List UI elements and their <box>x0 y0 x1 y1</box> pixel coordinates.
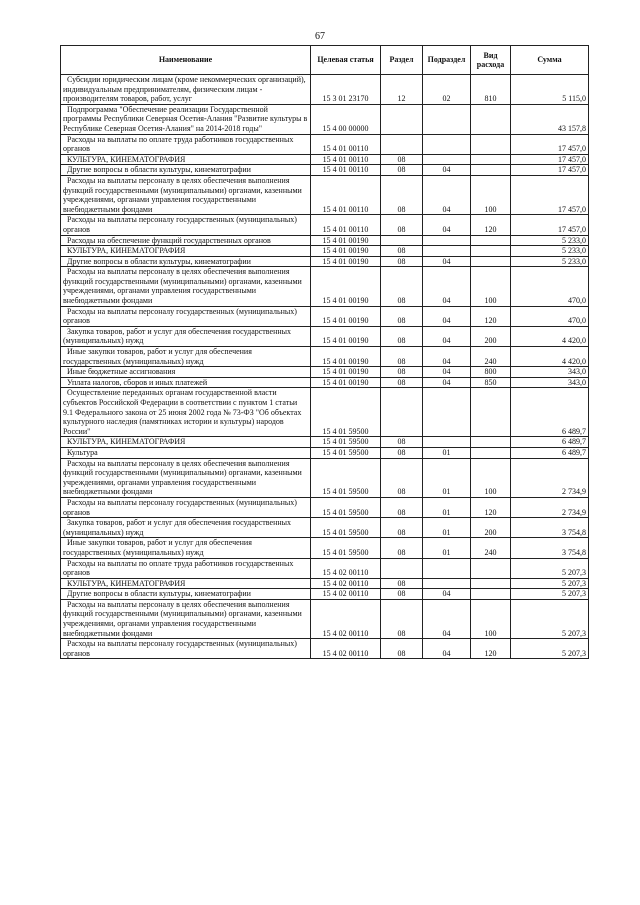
header-code: Целевая статья <box>311 46 381 75</box>
cell-subsection: 04 <box>423 367 471 378</box>
cell-name: Культура <box>61 447 311 458</box>
cell-subsection <box>423 134 471 154</box>
cell-section: 12 <box>381 75 423 105</box>
header-name: Наименование <box>61 46 311 75</box>
table-row <box>61 589 589 600</box>
cell-subsection: 01 <box>423 458 471 497</box>
table-row <box>61 558 589 578</box>
cell-amount: 5 233,0 <box>511 256 589 267</box>
cell-code: 15 4 01 00190 <box>311 347 381 367</box>
cell-name: Другие вопросы в области культуры, кинематографии <box>61 589 311 600</box>
cell-code: 15 4 02 00110 <box>311 558 381 578</box>
cell-name: Расходы на выплаты персоналу в целях обеспечения выполнения функций государственными (муниципальными) органами, казенными учреждениями, органами управления государственными внебюджетными фондами <box>61 267 311 306</box>
cell-code: 15 4 00 00000 <box>311 104 381 134</box>
cell-subsection <box>423 154 471 165</box>
cell-expense-type: 100 <box>471 175 511 214</box>
cell-subsection <box>423 437 471 448</box>
cell-expense-type: 200 <box>471 326 511 346</box>
cell-expense-type: 100 <box>471 267 511 306</box>
table-row <box>61 134 589 154</box>
cell-amount: 470,0 <box>511 306 589 326</box>
cell-section: 08 <box>381 518 423 538</box>
table-row <box>61 154 589 165</box>
cell-code: 15 4 01 00190 <box>311 326 381 346</box>
cell-expense-type: 810 <box>471 75 511 105</box>
cell-name: Расходы на выплаты персоналу государственных (муниципальных) органов <box>61 215 311 235</box>
cell-expense-type: 800 <box>471 367 511 378</box>
cell-section: 08 <box>381 437 423 448</box>
table-row <box>61 306 589 326</box>
cell-amount: 5 115,0 <box>511 75 589 105</box>
cell-section: 08 <box>381 458 423 497</box>
cell-name: Расходы на выплаты персоналу в целях обеспечения выполнения функций государственными (муниципальными) органами, казенными учреждениями, органами управления государственными внебюджетными фондами <box>61 458 311 497</box>
cell-expense-type <box>471 558 511 578</box>
table-row <box>61 578 589 589</box>
cell-expense-type: 120 <box>471 639 511 659</box>
header-expense-type: Вид расхода <box>471 46 511 75</box>
table-row <box>61 437 589 448</box>
cell-code: 15 4 01 00190 <box>311 377 381 388</box>
cell-section <box>381 134 423 154</box>
cell-section: 08 <box>381 639 423 659</box>
table-row <box>61 497 589 517</box>
cell-code: 15 4 01 00190 <box>311 306 381 326</box>
header-subsection: Подраздел <box>423 46 471 75</box>
cell-amount: 343,0 <box>511 367 589 378</box>
cell-subsection: 04 <box>423 377 471 388</box>
cell-name: Подпрограмма "Обеспечение реализации Государственной программы Республики Северная Осетия-Алания "Развитие культуры в Республике Северная Осетия-Алания" на 2014-2018 годы" <box>61 104 311 134</box>
cell-section: 08 <box>381 497 423 517</box>
budget-table <box>60 45 589 659</box>
cell-subsection: 04 <box>423 306 471 326</box>
cell-amount: 5 207,3 <box>511 639 589 659</box>
cell-name: Расходы на выплаты персоналу в целях обеспечения выполнения функций государственными (муниципальными) органами, казенными учреждениями, органами управления государственными внебюджетными фондами <box>61 175 311 214</box>
cell-section: 08 <box>381 367 423 378</box>
cell-amount: 4 420,0 <box>511 326 589 346</box>
cell-code: 15 4 01 00110 <box>311 165 381 176</box>
cell-expense-type: 200 <box>471 518 511 538</box>
cell-amount: 5 233,0 <box>511 246 589 257</box>
cell-amount: 6 489,7 <box>511 388 589 437</box>
cell-expense-type <box>471 154 511 165</box>
cell-name: Иные бюджетные ассигнования <box>61 367 311 378</box>
cell-section: 08 <box>381 599 423 638</box>
cell-subsection: 04 <box>423 639 471 659</box>
cell-amount: 43 157,8 <box>511 104 589 134</box>
table-row <box>61 104 589 134</box>
cell-expense-type <box>471 256 511 267</box>
cell-name: Иные закупки товаров, работ и услуг для обеспечения государственных (муниципальных) нужд <box>61 347 311 367</box>
cell-name: Субсидии юридическим лицам (кроме некоммерческих организаций), индивидуальным предпринимателям, физическим лицам - производителям товаров, работ, услуг <box>61 75 311 105</box>
cell-code: 15 4 01 59500 <box>311 437 381 448</box>
cell-expense-type <box>471 246 511 257</box>
cell-subsection: 04 <box>423 175 471 214</box>
cell-amount: 5 233,0 <box>511 235 589 246</box>
cell-subsection: 04 <box>423 215 471 235</box>
cell-code: 15 4 01 00190 <box>311 256 381 267</box>
cell-section <box>381 388 423 437</box>
table-row <box>61 367 589 378</box>
cell-amount: 5 207,3 <box>511 599 589 638</box>
cell-expense-type <box>471 437 511 448</box>
table-row <box>61 326 589 346</box>
cell-subsection <box>423 246 471 257</box>
cell-subsection <box>423 558 471 578</box>
header-section: Раздел <box>381 46 423 75</box>
cell-code: 15 4 01 59500 <box>311 388 381 437</box>
cell-expense-type: 120 <box>471 306 511 326</box>
cell-amount: 6 489,7 <box>511 447 589 458</box>
table-row <box>61 518 589 538</box>
cell-section: 08 <box>381 246 423 257</box>
cell-expense-type: 120 <box>471 497 511 517</box>
cell-section: 08 <box>381 377 423 388</box>
cell-expense-type: 240 <box>471 347 511 367</box>
table-row <box>61 377 589 388</box>
table-row <box>61 175 589 214</box>
cell-section: 08 <box>381 578 423 589</box>
cell-name: Расходы на выплаты по оплате труда работников государственных органов <box>61 134 311 154</box>
table-row <box>61 165 589 176</box>
header-amount: Сумма <box>511 46 589 75</box>
cell-name: Расходы на выплаты персоналу государственных (муниципальных) органов <box>61 306 311 326</box>
cell-code: 15 4 01 00190 <box>311 267 381 306</box>
table-row <box>61 599 589 638</box>
cell-subsection: 04 <box>423 589 471 600</box>
cell-subsection: 01 <box>423 538 471 558</box>
cell-name: Расходы на выплаты персоналу государственных (муниципальных) органов <box>61 497 311 517</box>
cell-code: 15 4 01 00190 <box>311 367 381 378</box>
cell-section: 08 <box>381 154 423 165</box>
table-row <box>61 388 589 437</box>
cell-subsection: 04 <box>423 347 471 367</box>
cell-name: Закупка товаров, работ и услуг для обеспечения государственных (муниципальных) нужд <box>61 326 311 346</box>
cell-amount: 17 457,0 <box>511 215 589 235</box>
cell-code: 15 4 01 00190 <box>311 246 381 257</box>
cell-code: 15 4 01 59500 <box>311 458 381 497</box>
cell-code: 15 4 01 59500 <box>311 538 381 558</box>
table-row <box>61 235 589 246</box>
cell-subsection <box>423 388 471 437</box>
cell-subsection: 04 <box>423 267 471 306</box>
cell-code: 15 4 02 00110 <box>311 599 381 638</box>
cell-name: Осуществление переданных органам государственной власти субъектов Российской Федерации в соответствии с пунктом 1 статьи 9.1 Федерального закона от 25 июня 2002 года № 73-ФЗ "Об объектах культурного наследия (памятниках истории и культуры) народов России" <box>61 388 311 437</box>
cell-code: 15 4 01 59500 <box>311 518 381 538</box>
cell-code: 15 4 01 59500 <box>311 497 381 517</box>
cell-name: Иные закупки товаров, работ и услуг для обеспечения государственных (муниципальных) нужд <box>61 538 311 558</box>
cell-code: 15 4 01 00110 <box>311 175 381 214</box>
cell-name: Другие вопросы в области культуры, кинематографии <box>61 165 311 176</box>
cell-code: 15 4 02 00110 <box>311 589 381 600</box>
cell-name: КУЛЬТУРА, КИНЕМАТОГРАФИЯ <box>61 246 311 257</box>
cell-amount: 17 457,0 <box>511 134 589 154</box>
cell-expense-type: 240 <box>471 538 511 558</box>
table-row <box>61 639 589 659</box>
cell-subsection: 02 <box>423 75 471 105</box>
cell-expense-type: 100 <box>471 458 511 497</box>
table-row <box>61 75 589 105</box>
table-row <box>61 538 589 558</box>
cell-section: 08 <box>381 347 423 367</box>
cell-expense-type <box>471 447 511 458</box>
cell-amount: 17 457,0 <box>511 154 589 165</box>
table-row <box>61 267 589 306</box>
cell-code: 15 4 01 59500 <box>311 447 381 458</box>
cell-subsection: 04 <box>423 256 471 267</box>
header-row <box>61 46 589 75</box>
cell-section: 08 <box>381 447 423 458</box>
cell-code: 15 4 01 00110 <box>311 215 381 235</box>
page-number: 67 <box>315 31 325 42</box>
cell-amount: 3 754,8 <box>511 538 589 558</box>
cell-expense-type <box>471 388 511 437</box>
cell-code: 15 3 01 23170 <box>311 75 381 105</box>
cell-section: 08 <box>381 215 423 235</box>
cell-amount: 4 420,0 <box>511 347 589 367</box>
cell-name: Расходы на выплаты персоналу государственных (муниципальных) органов <box>61 639 311 659</box>
cell-subsection: 04 <box>423 165 471 176</box>
cell-subsection <box>423 104 471 134</box>
cell-section <box>381 558 423 578</box>
cell-code: 15 4 02 00110 <box>311 639 381 659</box>
table-row <box>61 458 589 497</box>
cell-name: Другие вопросы в области культуры, кинематографии <box>61 256 311 267</box>
cell-subsection <box>423 578 471 589</box>
cell-amount: 2 734,9 <box>511 458 589 497</box>
cell-expense-type: 100 <box>471 599 511 638</box>
table-row <box>61 215 589 235</box>
cell-amount: 470,0 <box>511 267 589 306</box>
cell-name: Расходы на выплаты персоналу в целях обеспечения выполнения функций государственными (муниципальными) органами, казенными учреждениями, органами управления государственными внебюджетными фондами <box>61 599 311 638</box>
cell-subsection: 04 <box>423 326 471 346</box>
cell-expense-type <box>471 235 511 246</box>
cell-subsection: 04 <box>423 599 471 638</box>
cell-expense-type <box>471 134 511 154</box>
table-row <box>61 256 589 267</box>
cell-amount: 3 754,8 <box>511 518 589 538</box>
cell-expense-type: 120 <box>471 215 511 235</box>
cell-section: 08 <box>381 165 423 176</box>
table-row <box>61 246 589 257</box>
cell-expense-type <box>471 578 511 589</box>
cell-code: 15 4 01 00190 <box>311 235 381 246</box>
cell-amount: 5 207,3 <box>511 589 589 600</box>
cell-section: 08 <box>381 267 423 306</box>
cell-name: Расходы на обеспечение функций государственных органов <box>61 235 311 246</box>
cell-code: 15 4 02 00110 <box>311 578 381 589</box>
cell-subsection <box>423 235 471 246</box>
cell-amount: 6 489,7 <box>511 437 589 448</box>
cell-section: 08 <box>381 589 423 600</box>
cell-section: 08 <box>381 538 423 558</box>
cell-section <box>381 235 423 246</box>
table-body <box>61 75 589 659</box>
cell-amount: 17 457,0 <box>511 175 589 214</box>
cell-amount: 5 207,3 <box>511 558 589 578</box>
cell-amount: 2 734,9 <box>511 497 589 517</box>
cell-amount: 343,0 <box>511 377 589 388</box>
cell-subsection: 01 <box>423 497 471 517</box>
cell-amount: 5 207,3 <box>511 578 589 589</box>
cell-subsection: 01 <box>423 447 471 458</box>
cell-section <box>381 104 423 134</box>
cell-expense-type <box>471 104 511 134</box>
cell-name: КУЛЬТУРА, КИНЕМАТОГРАФИЯ <box>61 578 311 589</box>
cell-amount: 17 457,0 <box>511 165 589 176</box>
cell-name: Уплата налогов, сборов и иных платежей <box>61 377 311 388</box>
cell-expense-type <box>471 165 511 176</box>
table-row <box>61 447 589 458</box>
cell-expense-type: 850 <box>471 377 511 388</box>
cell-section: 08 <box>381 256 423 267</box>
cell-code: 15 4 01 00110 <box>311 134 381 154</box>
cell-code: 15 4 01 00110 <box>311 154 381 165</box>
table-row <box>61 347 589 367</box>
cell-name: Закупка товаров, работ и услуг для обеспечения государственных (муниципальных) нужд <box>61 518 311 538</box>
cell-name: КУЛЬТУРА, КИНЕМАТОГРАФИЯ <box>61 154 311 165</box>
cell-name: КУЛЬТУРА, КИНЕМАТОГРАФИЯ <box>61 437 311 448</box>
cell-expense-type <box>471 589 511 600</box>
cell-name: Расходы на выплаты по оплате труда работников государственных органов <box>61 558 311 578</box>
cell-section: 08 <box>381 175 423 214</box>
cell-subsection: 01 <box>423 518 471 538</box>
cell-section: 08 <box>381 326 423 346</box>
cell-section: 08 <box>381 306 423 326</box>
